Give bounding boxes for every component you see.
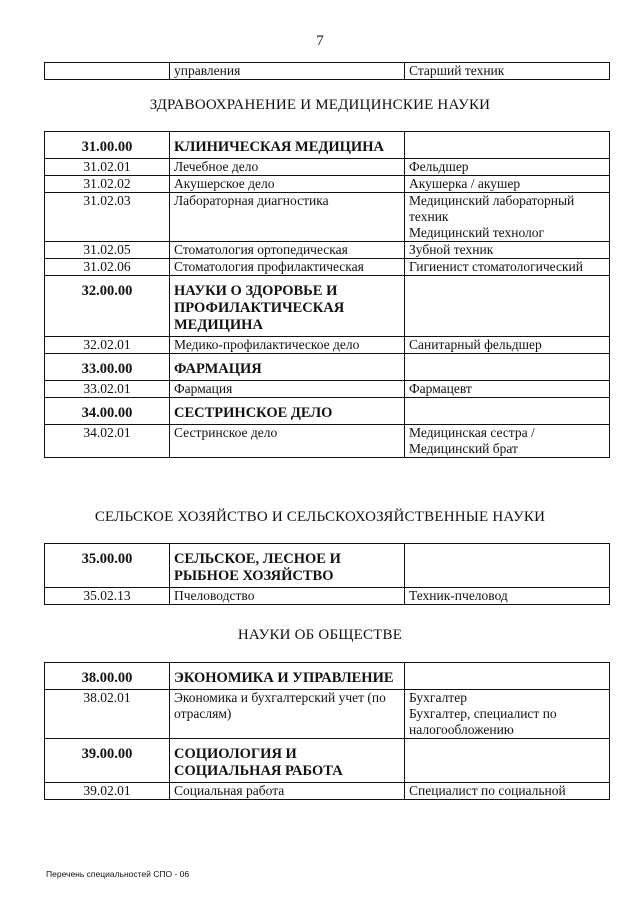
footer-note: Перечень специальностей СПО - 06 [46,869,190,879]
specialty-name-cell: Акушерское дело [170,176,405,193]
specialties-table [44,131,610,458]
specialty-name-cell: Фармация [170,381,405,398]
section-title: СЕЛЬСКОЕ ХОЗЯЙСТВО И СЕЛЬСКОХОЗЯЙСТВЕННЫЕ НАУКИ [94,509,546,525]
qualification-cell [405,783,610,800]
group-row [45,354,610,381]
specialty-name-cell: СОЦИОЛОГИЯ И СОЦИАЛЬНАЯ РАБОТА [170,739,405,783]
continuation-table [44,62,610,80]
qualification-cell: Старший техник [405,63,610,80]
code-cell: 33.02.01 [45,381,170,398]
code-cell: 34.00.00 [45,398,170,425]
specialty-name-cell: КЛИНИЧЕСКАЯ МЕДИЦИНА [170,132,405,159]
qualification-cell [405,276,610,337]
specialty-name-cell: ЭКОНОМИКА И УПРАВЛЕНИЕ [170,663,405,690]
specialty-name-cell: Экономика и бухгалтерский учет (по отраслям) [170,690,405,739]
group-row [45,276,610,337]
specialty-name-cell: Стоматология ортопедическая [170,242,405,259]
qualification-line: Медицинский лабораторный техник [409,193,575,224]
table-row [45,242,610,259]
code-cell: 32.02.01 [45,337,170,354]
specialty-name-cell: ФАРМАЦИЯ [170,354,405,381]
group-row [45,398,610,425]
code-cell: 31.02.02 [45,176,170,193]
specialty-name-cell: Пчеловодство [170,588,405,605]
group-row [45,739,610,783]
code-cell: 35.02.13 [45,588,170,605]
table-row [45,690,610,739]
qualification-cell [405,259,610,276]
group-row [45,663,610,690]
qualification-line: Гигиенист стоматологический [409,259,583,274]
code-cell: 33.00.00 [45,354,170,381]
code-cell: 31.02.03 [45,193,170,242]
group-row [45,544,610,588]
qualification-line: Бухгалтер [409,690,467,705]
qualification-cell [405,739,610,783]
qualification-line: Санитарный фельдшер [409,337,542,352]
group-row [45,132,610,159]
table-row [45,63,610,80]
table-row [45,381,610,398]
page-number: 7 [316,33,324,49]
qualification-cell [405,337,610,354]
code-cell: 39.02.01 [45,783,170,800]
qualification-cell [405,381,610,398]
qualification-line: Фельдшер [409,159,469,174]
specialty-name-cell: Социальная работа [170,783,405,800]
code-cell: 31.02.05 [45,242,170,259]
code-cell: 31.00.00 [45,132,170,159]
code-cell: 39.00.00 [45,739,170,783]
table-row [45,159,610,176]
table-row [45,176,610,193]
qualification-cell [405,193,610,242]
specialty-name-cell: Сестринское дело [170,425,405,458]
qualification-cell [405,354,610,381]
section-title: ЗДРАВООХРАНЕНИЕ И МЕДИЦИНСКИЕ НАУКИ [149,97,491,113]
qualification-line: Медицинская сестра / Медицинский брат [409,425,535,456]
specialty-name-cell: СЕЛЬСКОЕ, ЛЕСНОЕ И РЫБНОЕ ХОЗЯЙСТВО [170,544,405,588]
qualification-cell [405,159,610,176]
qualification-cell [405,176,610,193]
table-row [45,259,610,276]
qualification-cell [405,588,610,605]
qualification-cell [405,242,610,259]
specialty-name-cell: Стоматология профилактическая [170,259,405,276]
qualification-line: Бухгалтер, специалист по налогообложению [409,706,557,737]
qualification-cell [405,663,610,690]
code-cell: 38.00.00 [45,663,170,690]
table-row [45,783,610,800]
qualification-cell [405,425,610,458]
table-row [45,193,610,242]
specialties-table [44,662,610,800]
qualification-cell [405,132,610,159]
code-cell: 35.00.00 [45,544,170,588]
qualification-line: Специалист по социальной [409,783,566,798]
specialties-table [44,543,610,605]
qualification-line: Техник-пчеловод [409,588,508,603]
section-title: НАУКИ ОБ ОБЩЕСТВЕ [237,627,403,643]
table-row [45,588,610,605]
code-cell [45,63,170,80]
specialty-name-cell: Лабораторная диагностика [170,193,405,242]
qualification-line: Зубной техник [409,242,494,257]
specialty-name-cell: НАУКИ О ЗДОРОВЬЕ И ПРОФИЛАКТИЧЕСКАЯ МЕДИЦИНА [170,276,405,337]
qualification-line: Медицинский технолог [409,225,545,240]
qualification-cell [405,690,610,739]
qualification-cell [405,398,610,425]
code-cell: 31.02.01 [45,159,170,176]
code-cell: 32.00.00 [45,276,170,337]
qualification-line: Акушерка / акушер [409,176,521,191]
specialty-name-cell: управления [170,63,405,80]
specialty-name-cell: Медико-профилактическое дело [170,337,405,354]
code-cell: 34.02.01 [45,425,170,458]
specialty-name-cell: СЕСТРИНСКОЕ ДЕЛО [170,398,405,425]
table-row [45,337,610,354]
code-cell: 38.02.01 [45,690,170,739]
code-cell: 31.02.06 [45,259,170,276]
table-row [45,425,610,458]
qualification-cell [405,544,610,588]
specialty-name-cell: Лечебное дело [170,159,405,176]
qualification-line: Фармацевт [409,381,472,396]
